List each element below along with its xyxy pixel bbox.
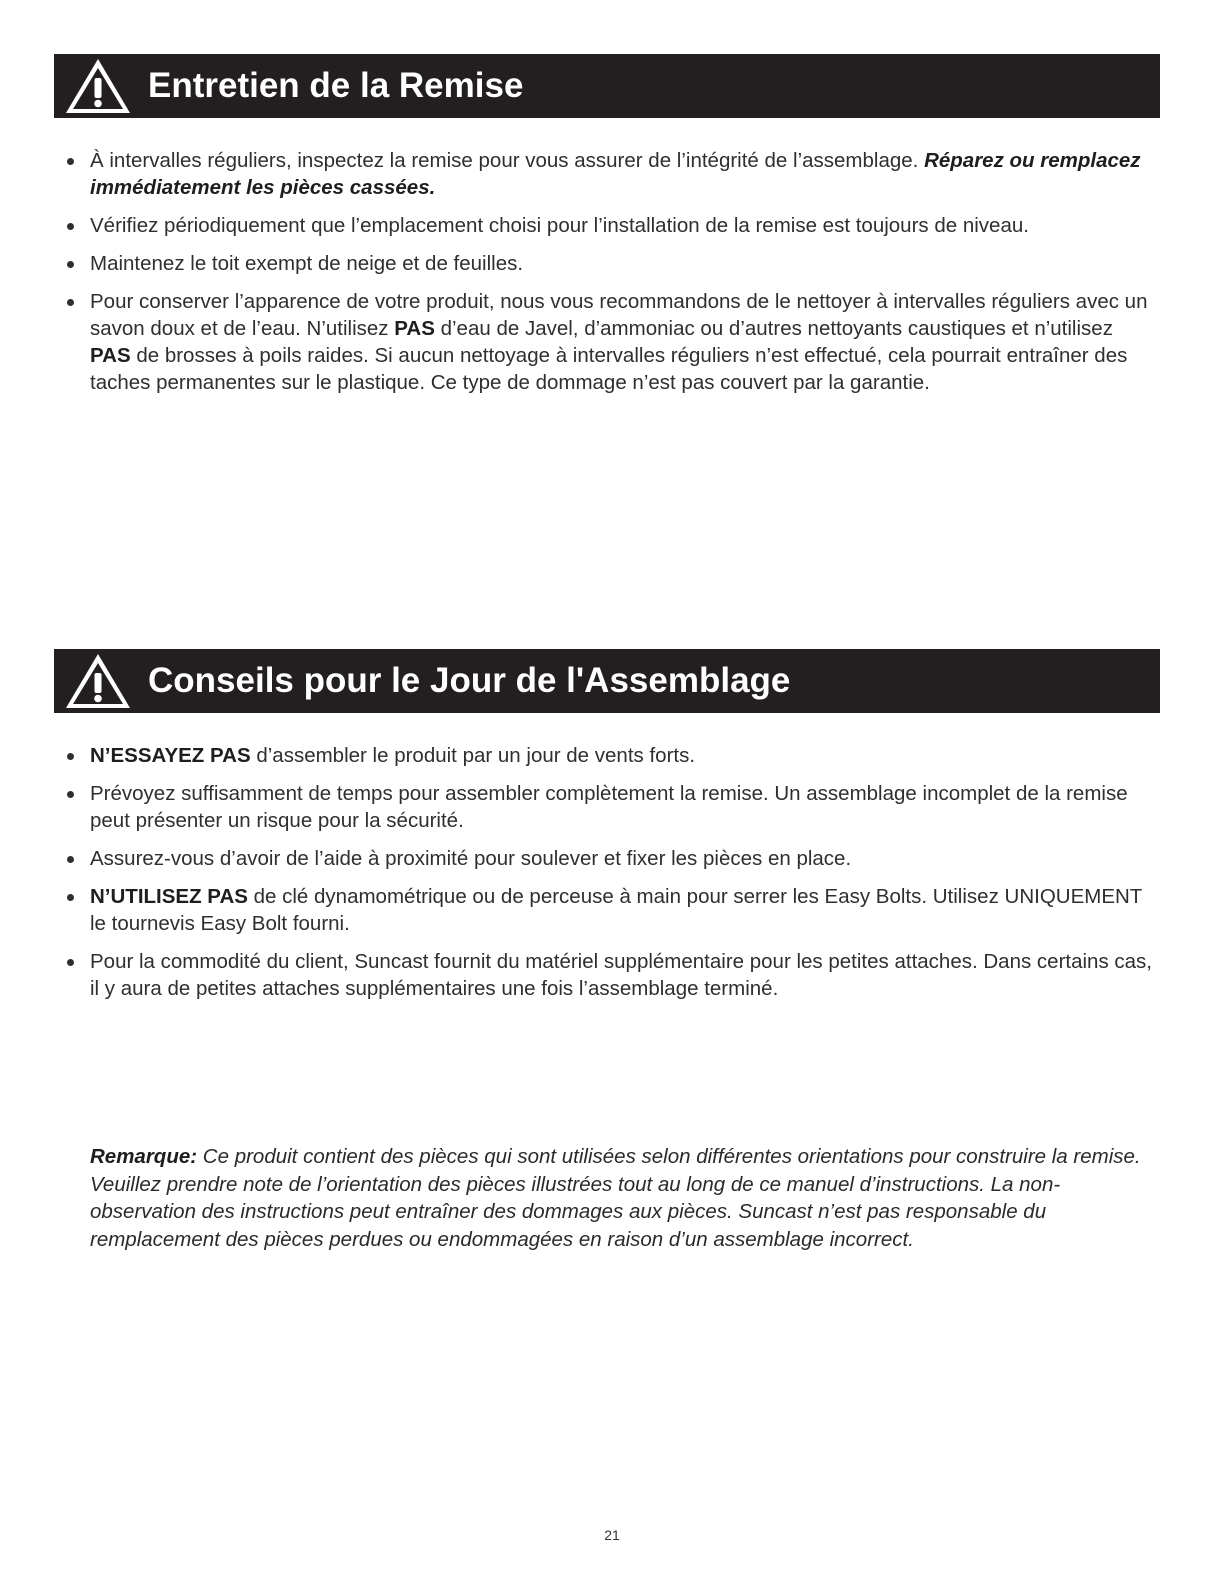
section-title: Conseils pour le Jour de l'Assemblage [148,661,791,700]
list-item: N’ESSAYEZ PAS d’assembler le produit par un jour de vents forts. [64,742,1154,769]
assembly-tips-list [64,742,1154,1013]
list-item: Pour conserver l’apparence de votre produit, nous vous recommandons de le nettoyer à intervalles réguliers avec un savon doux et de l’eau. N’utilisez PAS d’eau de Javel, d’ammoniac ou d’autres nettoyants caustiques et n’utilisez PAS de brosses à poils raides. Si aucun nettoyage à intervalles réguliers n’est effectué, cela pourrait entraîner des taches permanentes sur le plastique. Ce type de dommage n’est pas couvert par la garantie. [64,288,1154,396]
list-item: N’UTILISEZ PAS de clé dynamométrique ou de perceuse à main pour serrer les Easy Bolts. Utilisez UNIQUEMENT le tournevis Easy Bolt fourni. [64,883,1154,937]
warning-triangle-icon [64,652,132,710]
note-text: Ce produit contient des pièces qui sont utilisées selon différentes orientations pour construire la remise. Veuillez prendre note de l’orientation des pièces illustrées tout au long de ce manuel d’instructions. La non-observation des instructions peut entraîner des dommages aux pièces. Suncast n’est pas responsable du remplacement des pièces perdues ou endommagées en raison d’un assemblage incorrect. [90,1145,1141,1251]
list-item: Maintenez le toit exempt de neige et de feuilles. [64,250,1154,277]
note-label: Remarque: [90,1145,198,1168]
maintenance-list [64,147,1154,407]
page-number: 21 [604,1527,620,1543]
list-item: À intervalles réguliers, inspectez la remise pour vous assurer de l’intégrité de l’assemblage. Réparez ou remplacez immédiatement les pièces cassées. [64,147,1154,201]
section-banner-maintenance [54,54,1160,118]
warning-triangle-icon [64,57,132,115]
list-item: Assurez-vous d’avoir de l’aide à proximité pour soulever et fixer les pièces en place. [64,845,1154,872]
list-item: Pour la commodité du client, Suncast fournit du matériel supplémentaire pour les petites attaches. Dans certains cas, il y aura de petites attaches supplémentaires une fois l’assemblage terminé. [64,948,1154,1002]
list-item: Vérifiez périodiquement que l’emplacement choisi pour l’installation de la remise est toujours de niveau. [64,212,1154,239]
note-paragraph [90,1143,1150,1253]
list-item: Prévoyez suffisamment de temps pour assembler complètement la remise. Un assemblage incomplet de la remise peut présenter un risque pour la sécurité. [64,780,1154,834]
section-title: Entretien de la Remise [148,66,524,105]
section-banner-assembly-tips [54,649,1160,713]
